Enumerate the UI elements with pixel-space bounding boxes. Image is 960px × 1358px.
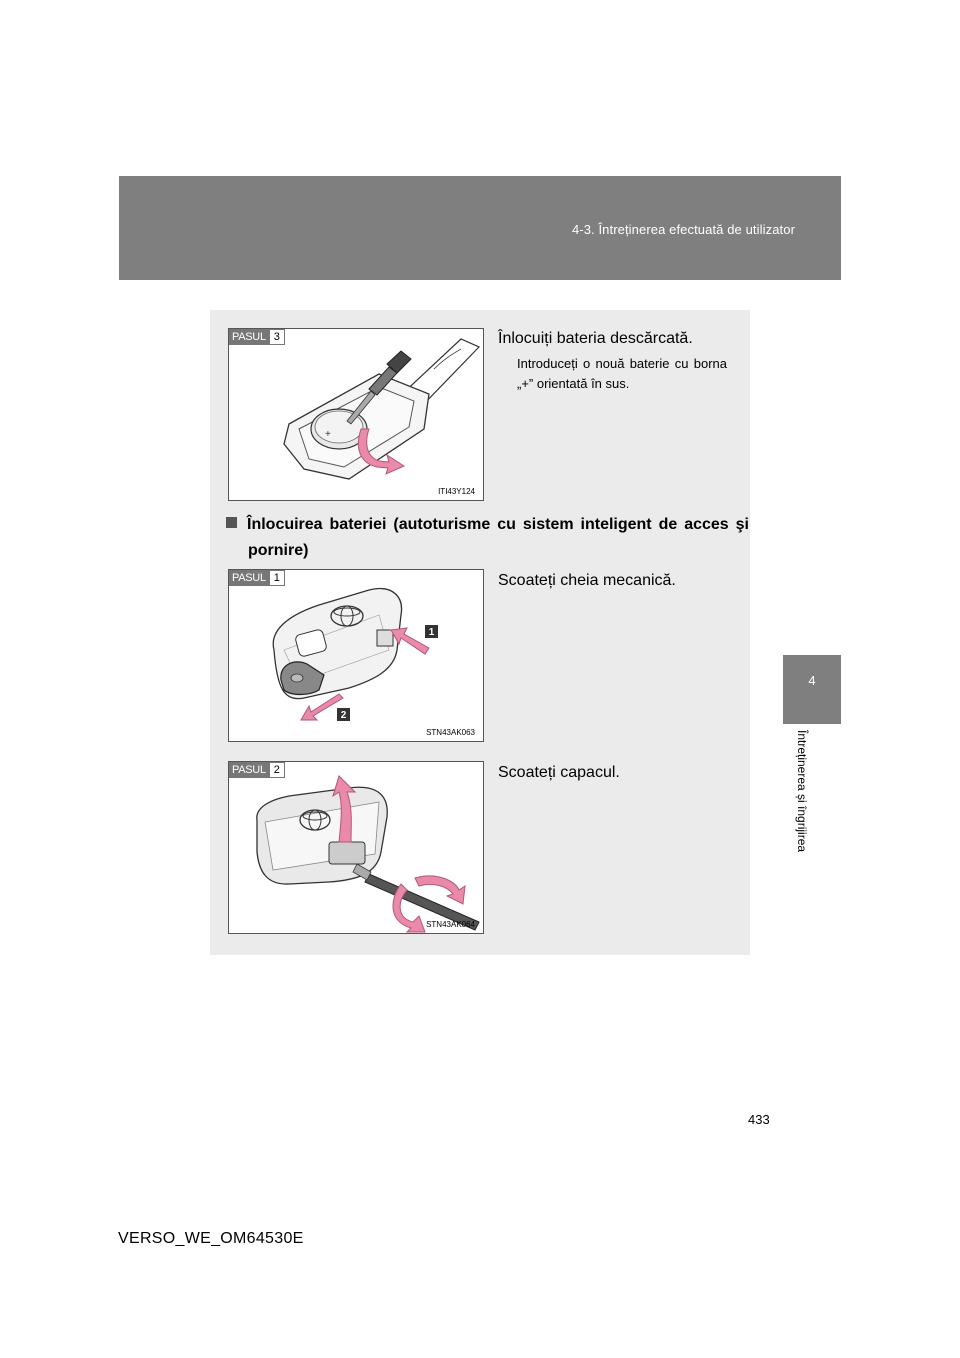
step3-title: Înlocuiți bateria descărcată. bbox=[498, 330, 693, 347]
step-badge-number: 3 bbox=[269, 329, 285, 345]
mechanical-key-drawing bbox=[229, 570, 484, 742]
section-heading-text: Înlocuirea bateriei (autoturisme cu sistem inteligent de acces şi pornire) bbox=[247, 516, 749, 559]
step-badge-word: PASUL bbox=[229, 762, 269, 778]
step-badge-number: 2 bbox=[269, 762, 285, 778]
step-badge-word: PASUL bbox=[229, 570, 269, 586]
step-badge-number: 1 bbox=[269, 570, 285, 586]
step3-illustration bbox=[228, 328, 484, 501]
callout-1: 1 bbox=[428, 627, 435, 638]
svg-text:+: + bbox=[325, 429, 331, 440]
chapter-tab[interactable] bbox=[783, 655, 841, 724]
step2-title: Scoateți capacul. bbox=[498, 764, 620, 781]
figure-code: ITI43Y124 bbox=[438, 487, 475, 496]
step1-illustration bbox=[228, 569, 484, 742]
section-heading bbox=[226, 512, 749, 564]
step2-illustration bbox=[228, 761, 484, 934]
step1-title: Scoateți cheia mecanică. bbox=[498, 572, 676, 589]
cover-removal-drawing bbox=[229, 762, 484, 934]
callout-2: 2 bbox=[340, 710, 347, 721]
page-number: 433 bbox=[748, 1112, 770, 1127]
square-bullet-icon bbox=[226, 517, 237, 528]
chapter-number: 4 bbox=[808, 673, 816, 688]
header-bar bbox=[119, 176, 841, 280]
chapter-label: Întreținerea și îngrijirea bbox=[795, 730, 809, 853]
chapter-label-container bbox=[793, 730, 811, 890]
step-badge-word: PASUL bbox=[229, 329, 269, 345]
step3-note: Introduceți o nouă baterie cu borna „+” orientată în sus. bbox=[517, 356, 727, 391]
figure-code: STN43AK064 bbox=[426, 920, 475, 929]
battery-replacement-drawing bbox=[229, 329, 484, 501]
figure-code: STN43AK063 bbox=[426, 728, 475, 737]
document-code: VERSO_WE_OM64530E bbox=[118, 1230, 304, 1247]
section-title: 4-3. Întreținerea efectuată de utilizator bbox=[571, 222, 795, 237]
